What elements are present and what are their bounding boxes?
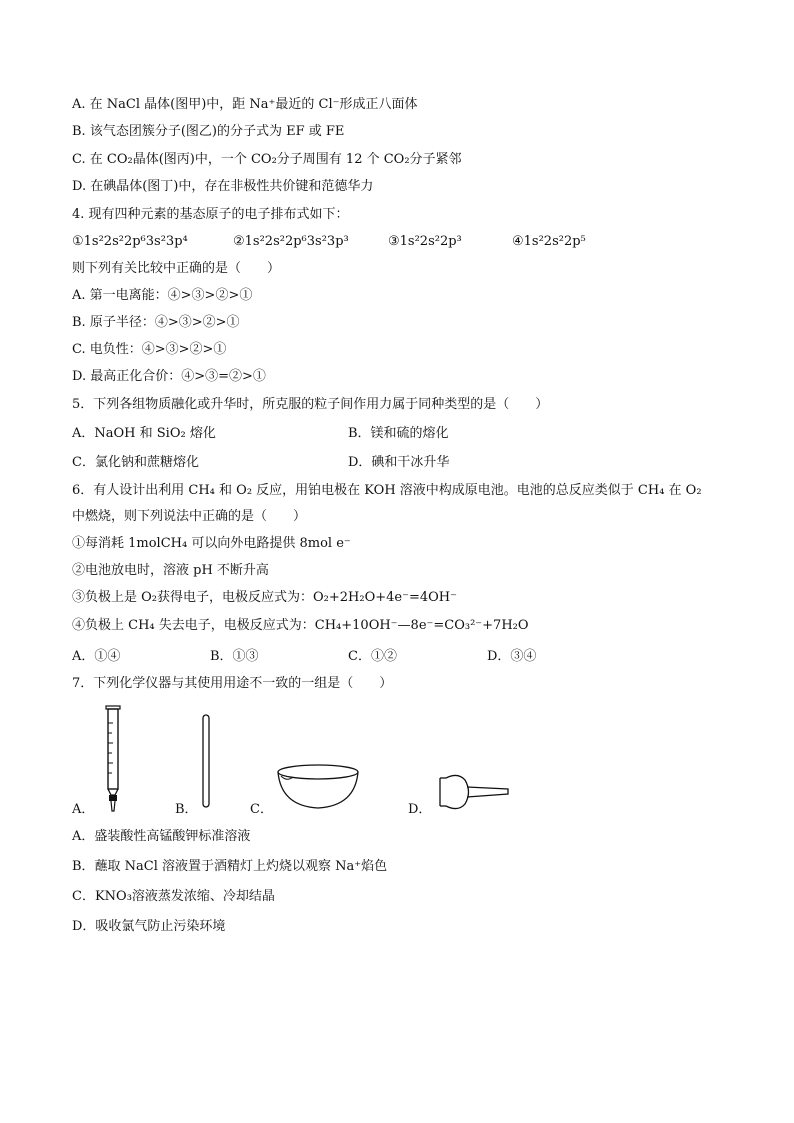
q4-stem: 4. 现有四种元素的基态原子的电子排布式如下： xyxy=(72,207,349,222)
q4-config-2: ②1s²2s²2p⁶3s²3p³ xyxy=(233,234,349,249)
q7-option-d: D．吸收氯气防止污染环境 xyxy=(72,919,226,934)
q7-option-c: C．KNO₃溶液蒸发浓缩、冷却结晶 xyxy=(72,889,275,904)
q7-label-b: B． xyxy=(175,802,198,817)
q7-stem: 7．下列化学仪器与其使用用途不一致的一组是（ ） xyxy=(72,676,393,691)
q6-statement-4: ④负极上 CH₄ 失去电子，电极反应式为：CH₄+10OH⁻—8e⁻=CO₃²⁻+7H₂O xyxy=(72,618,529,633)
glass-rod-figure xyxy=(200,713,214,809)
burette-figure xyxy=(100,703,130,815)
q6-statement-1: ①每消耗 1molCH₄ 可以向外电路提供 8mol e⁻ xyxy=(72,536,351,551)
q4-config-1: ①1s²2s²2p⁶3s²3p⁴ xyxy=(72,234,188,249)
q4-option-a: A. 第一电离能：④>③>②>① xyxy=(72,288,253,303)
q6-statement-2: ②电池放电时，溶液 pH 不断升高 xyxy=(72,563,269,578)
q6-option-b: B．①③ xyxy=(210,649,259,664)
q4-option-c: C. 电负性：④>③>②>① xyxy=(72,342,227,357)
q6-option-d: D．③④ xyxy=(487,649,537,664)
q4-config-3: ③1s²2s²2p³ xyxy=(388,234,462,249)
q7-label-d: D． xyxy=(408,802,432,817)
q4-config-4: ④1s²2s²2p⁵ xyxy=(512,234,586,249)
q4-question: 则下列有关比较中正确的是（ ） xyxy=(72,261,281,276)
q3-option-c: C. 在 CO₂晶体(图丙)中，一个 CO₂分子周围有 12 个 CO₂分子紧邻 xyxy=(72,152,462,167)
q7-option-a: A．盛装酸性高锰酸钾标准溶液 xyxy=(72,829,251,844)
q6-statement-3: ③负极上是 O₂获得电子，电极反应式为：O₂+2H₂O+4e⁻=4OH⁻ xyxy=(72,590,457,605)
evaporating-dish-figure xyxy=(273,762,363,812)
q5-option-d: D．碘和干冰升华 xyxy=(348,455,450,470)
q6-stem-line-2: 中燃烧，则下列说法中正确的是（ ） xyxy=(72,509,307,524)
q4-option-d: D. 最高正化合价：④>③=②>① xyxy=(72,369,266,384)
q3-option-d: D. 在碘晶体(图丁)中，存在非极性共价键和范德华力 xyxy=(72,179,374,194)
q6-stem-line-1: 6．有人设计出利用 CH₄ 和 O₂ 反应，用铂电极在 KOH 溶液中构成原电池。电池的总反应类似于 CH₄ 在 O₂ xyxy=(72,483,702,498)
q6-option-a: A．①④ xyxy=(72,649,121,664)
q4-option-b: B. 原子半径：④>③>②>① xyxy=(72,315,240,330)
q7-option-b: B．蘸取 NaCl 溶液置于酒精灯上灼烧以观察 Na⁺焰色 xyxy=(72,859,388,874)
q5-stem: 5．下列各组物质融化或升华时，所克服的粒子间作用力属于同种类型的是（ ） xyxy=(72,397,549,412)
q5-option-c: C．氯化钠和蔗糖熔化 xyxy=(72,455,199,470)
q5-option-a: A．NaOH 和 SiO₂ 熔化 xyxy=(72,426,216,441)
q6-option-c: C．①② xyxy=(348,649,397,664)
drying-tube-figure xyxy=(432,772,512,812)
q3-option-b: B. 该气态团簇分子(图乙)的分子式为 EF 或 FE xyxy=(72,124,345,139)
q5-option-b: B．镁和硫的熔化 xyxy=(348,426,449,441)
q7-label-c: C． xyxy=(250,802,273,817)
q3-option-a: A. 在 NaCl 晶体(图甲)中，距 Na⁺最近的 Cl⁻形成正八面体 xyxy=(72,97,418,112)
q7-label-a: A． xyxy=(72,802,95,817)
